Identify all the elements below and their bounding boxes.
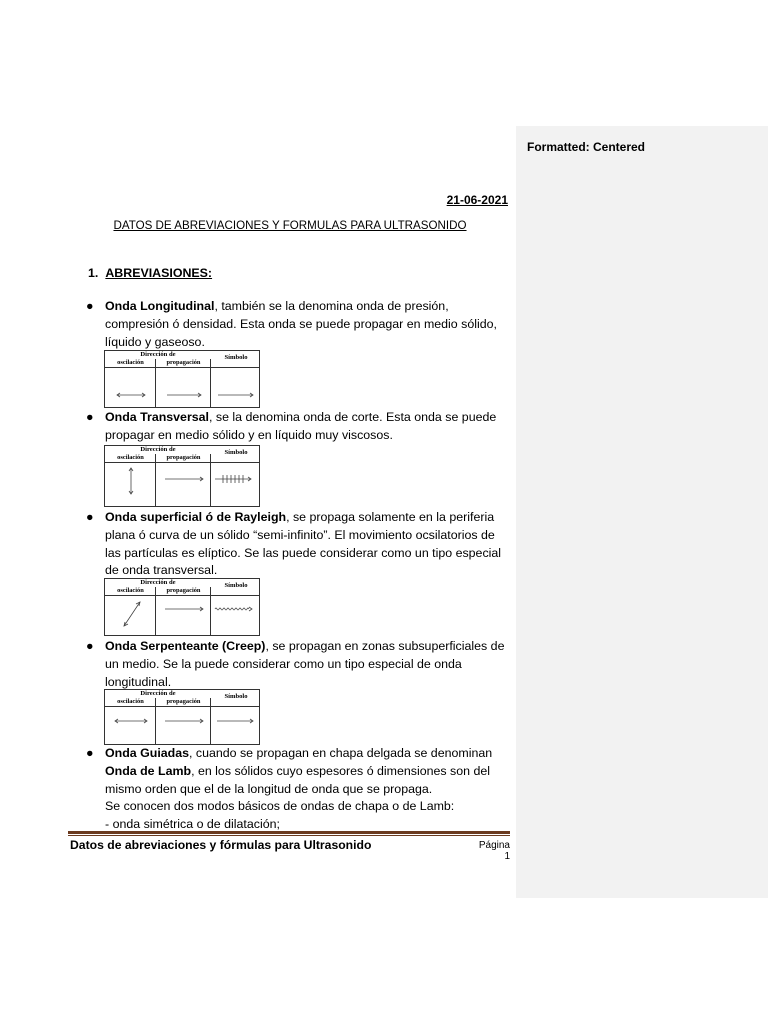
section-number: 1. [88,266,99,280]
item-text: , cuando se propagan en chapa delgada se denominan [189,746,493,760]
bullet-icon: ● [86,299,94,313]
item-rayleigh [105,509,509,580]
header-oscillation: oscilación [117,698,144,705]
header-propagation: propagación [166,698,201,705]
item-term-lamb: Onda de Lamb [105,763,192,778]
header-propagation: propagación [166,359,201,366]
header-symbol: Símbolo [224,693,248,700]
header-direction: Dirección de [105,579,211,587]
item-lamb-symmetric: - onda simétrica o de dilatación; [105,817,280,832]
item-lamb-modes: Se conocen dos modos básicos de ondas de chapa o de Lamb: [105,799,455,814]
header-oscillation: oscilación [117,587,144,594]
header-divider [105,595,259,596]
item-creep [105,638,509,691]
header-symbol: Símbolo [224,582,248,589]
bullet-icon: ● [86,639,94,653]
document-title: DATOS DE ABREVIACIONES Y FORMULAS PARA ULTRASONIDO [113,219,467,232]
item-term: Onda Longitudinal [105,299,215,313]
header-propagation: propagación [166,454,201,461]
wave-table-rayleigh [104,578,260,636]
header-symbol: Símbolo [224,449,248,456]
item-term: Onda Serpenteante (Creep) [105,639,266,653]
item-text: , se propaga solamente en la periferia plana ó curva de un sólido “semi-infinito”. El movimiento ocsilatorios de las partículas es elíptico. Se las puede considerar como un tipo especial de onda transversal. [105,510,502,578]
footer-rule-thin [68,835,510,836]
item-term: Onda Transversal [105,410,209,424]
item-text: , también se la denomina onda de presión, compresión ó densidad. Esta onda se puede propagar en medio sólido, líquido y gaseoso. [105,299,497,349]
item-longitudinal [105,298,509,351]
header-divider [105,367,259,368]
header-symbol: Símbolo [224,354,248,361]
footer-rule [68,831,510,834]
item-text-lamb: , en los sólidos cuyo espesores ó dimensiones son del mismo orden que el de la longitud de onda que se propaga. [105,763,490,796]
page-number: Página 1 [478,840,510,862]
section-title: ABREVIASIONES: [105,266,213,280]
item-term: Onda Guiadas [105,746,189,760]
item-guided [105,745,509,834]
item-text: , se la denomina onda de corte. Esta onda se puede propagar en medio sólido y en líquido muy viscosos. [105,410,497,442]
comments-pane [516,126,768,898]
header-oscillation: oscilación [117,454,144,461]
wave-table-longitudinal [104,350,260,408]
bullet-icon: ● [86,410,94,424]
footer-title: Datos de abreviaciones y fórmulas para Ultrasonido [70,838,372,852]
header-oscillation: oscilación [117,359,144,366]
wave-table-creep [104,689,260,745]
header-direction: Dirección de [105,690,211,698]
comment-label: Formatted: Centered [527,140,646,154]
document-date: 21-06-2021 [446,193,508,207]
header-propagation: propagación [166,587,201,594]
wave-table-transversal [104,445,260,507]
item-transversal [105,409,509,445]
header-direction: Dirección de [105,351,211,359]
bullet-icon: ● [86,510,94,524]
item-text: , se propagan en zonas subsuperficiales de un medio. Se la puede considerar como un tipo especial de onda longitudinal. [105,639,505,689]
header-divider [105,706,259,707]
header-divider [105,462,259,463]
bullet-icon: ● [86,746,94,760]
section-heading [88,266,212,280]
item-term: Onda superficial ó de Rayleigh [105,510,287,524]
header-direction: Dirección de [105,446,211,454]
